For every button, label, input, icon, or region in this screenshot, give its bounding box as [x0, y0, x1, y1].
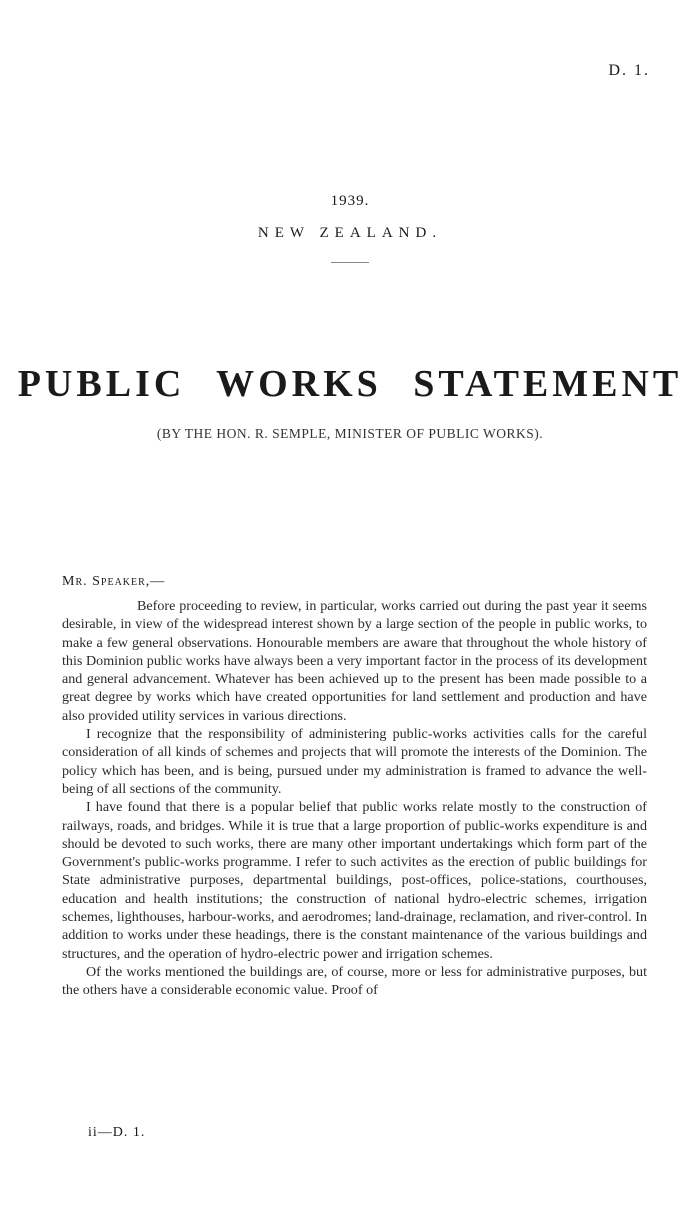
byline: (BY THE HON. R. SEMPLE, MINISTER OF PUBLIC WORKS).	[156, 426, 544, 441]
divider-rule	[331, 262, 369, 263]
country-heading: NEW ZEALAND.	[257, 225, 443, 241]
paragraph-1: Before proceeding to review, in particular, works carried out during the past year it seems desirable, in view of the widespread interest shown by a large section of the people in public works, to make a few general observations. Honourable members are aware that throughout the whole history of this Dominion public works have always been a very important factor in the process of its development and general advancement. Whatever has been achieved up to the present has been made possible to a great degree by works which have created opportunities for land settlement and production and have also provided utility services in various directions.	[62, 598, 647, 724]
salutation: Mr. Speaker,—	[62, 574, 166, 589]
paragraph-4: Of the works mentioned the buildings are, of course, more or less for administrative purposes, but the others have a considerable economic value. Proof of	[62, 963, 647, 999]
signature-mark: ii—D. 1.	[88, 1125, 146, 1140]
page-reference: D. 1.	[608, 62, 650, 79]
statement-body	[62, 597, 647, 1000]
paragraph-3: I have found that there is a popular belief that public works relate mostly to the construction of railways, roads, and bridges. While it is true that a large proportion of public-works expenditure is and should be devoted to such works, there are many other important undertakings which form part of the Government's public-works programme. I refer to such activites as the erection of public buildings for State administrative purposes, departmental buildings, post-offices, police-stations, courthouses, education and health institutions; the construction of national hydro-electric schemes, irrigation schemes, lighthouses, harbour-works, and aerodromes; land-drainage, reclamation, and river-control. In addition to works under these headings, there is the constant maintenance of the various buildings and structures, and the operation of hydro-electric power and irrigation schemes.	[62, 799, 647, 962]
paragraph-2: I recognize that the responsibility of administering public-works activities calls for the careful consideration of all kinds of schemes and projects that will promote the interests of the Dominion. The policy which has been, and is being, pursued under my administration is framed to advance the well-being of all sections of the community.	[62, 726, 647, 797]
year-heading: 1939.	[330, 193, 370, 209]
document-title: PUBLIC WORKS STATEMENT	[17, 363, 683, 405]
